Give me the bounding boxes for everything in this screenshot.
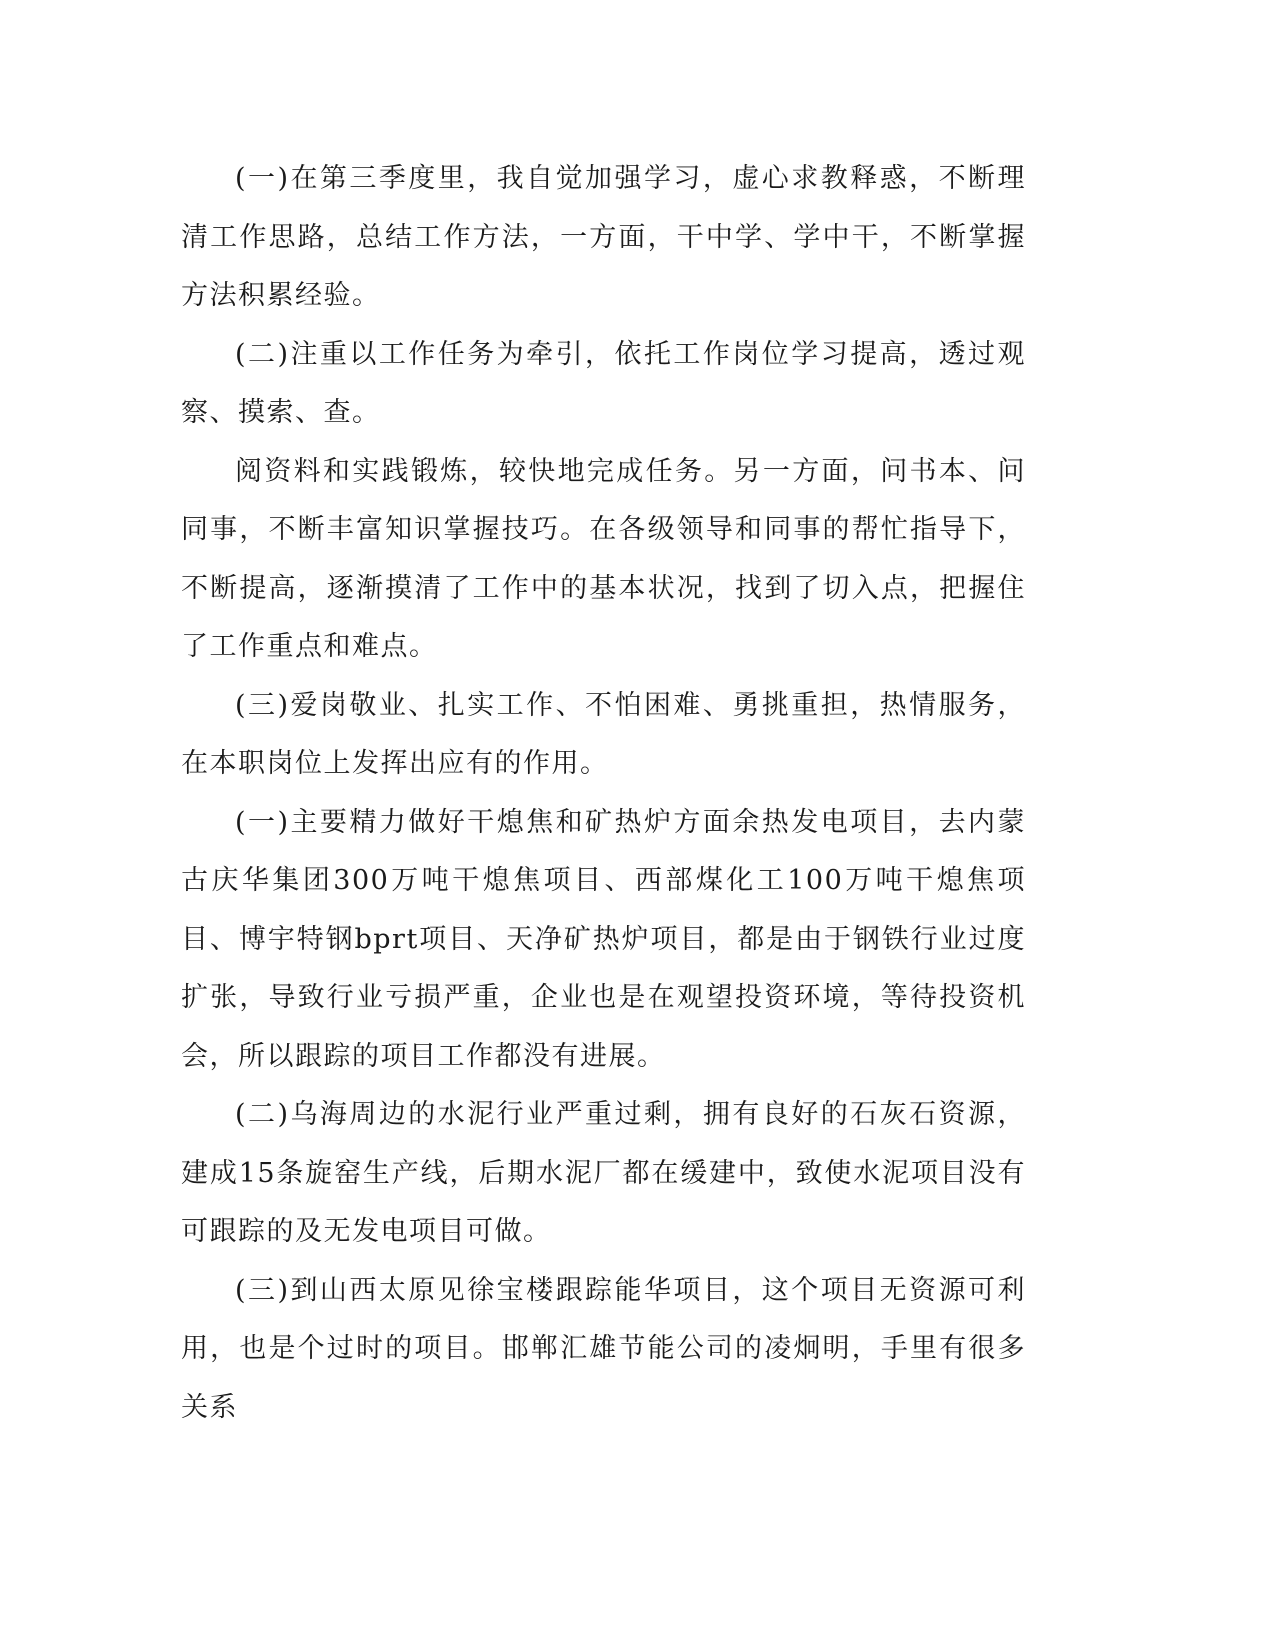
paragraph-5: (一)主要精力做好干熄焦和矿热炉方面余热发电项目，去内蒙古庆华集团300万吨干熄焦项目、西部煤化工100万吨干熄焦项目、博宇特钢bprt项目、天净矿热炉项目，都是由于钢铁行业过度扩张，导致行业亏损严重，企业也是在观望投资环境，等待投资机会，所以跟踪的项目工作都没有进展。 [181,806,1026,1072]
paragraph-1: (一)在第三季度里，我自觉加强学习，虚心求教释惑，不断理清工作思路，总结工作方法，一方面，干中学、学中干，不断掌握方法积累经验。 [181,163,1026,311]
paragraph-4: (三)爱岗敬业、扎实工作、不怕困难、勇挑重担，热情服务，在本职岗位上发挥出应有的作用。 [181,689,1026,779]
paragraph-7: (三)到山西太原见徐宝楼跟踪能华项目，这个项目无资源可利用，也是个过时的项目。邯郸汇雄节能公司的凌炯明，手里有很多关系 [181,1274,1026,1423]
document-body [181,150,1026,1437]
paragraph-6: (二)乌海周边的水泥行业严重过剩，拥有良好的石灰石资源，建成15条旋窑生产线，后期水泥厂都在缓建中，致使水泥项目没有可跟踪的及无发电项目可做。 [181,1099,1026,1247]
paragraph-2: (二)注重以工作任务为牵引，依托工作岗位学习提高，透过观察、摸索、查。 [181,338,1026,428]
paragraph-3: 阅资料和实践锻炼，较快地完成任务。另一方面，问书本、问同事，不断丰富知识掌握技巧。在各级领导和同事的帮忙指导下，不断提高，逐渐摸清了工作中的基本状况，找到了切入点，把握住了工作重点和难点。 [181,455,1026,662]
